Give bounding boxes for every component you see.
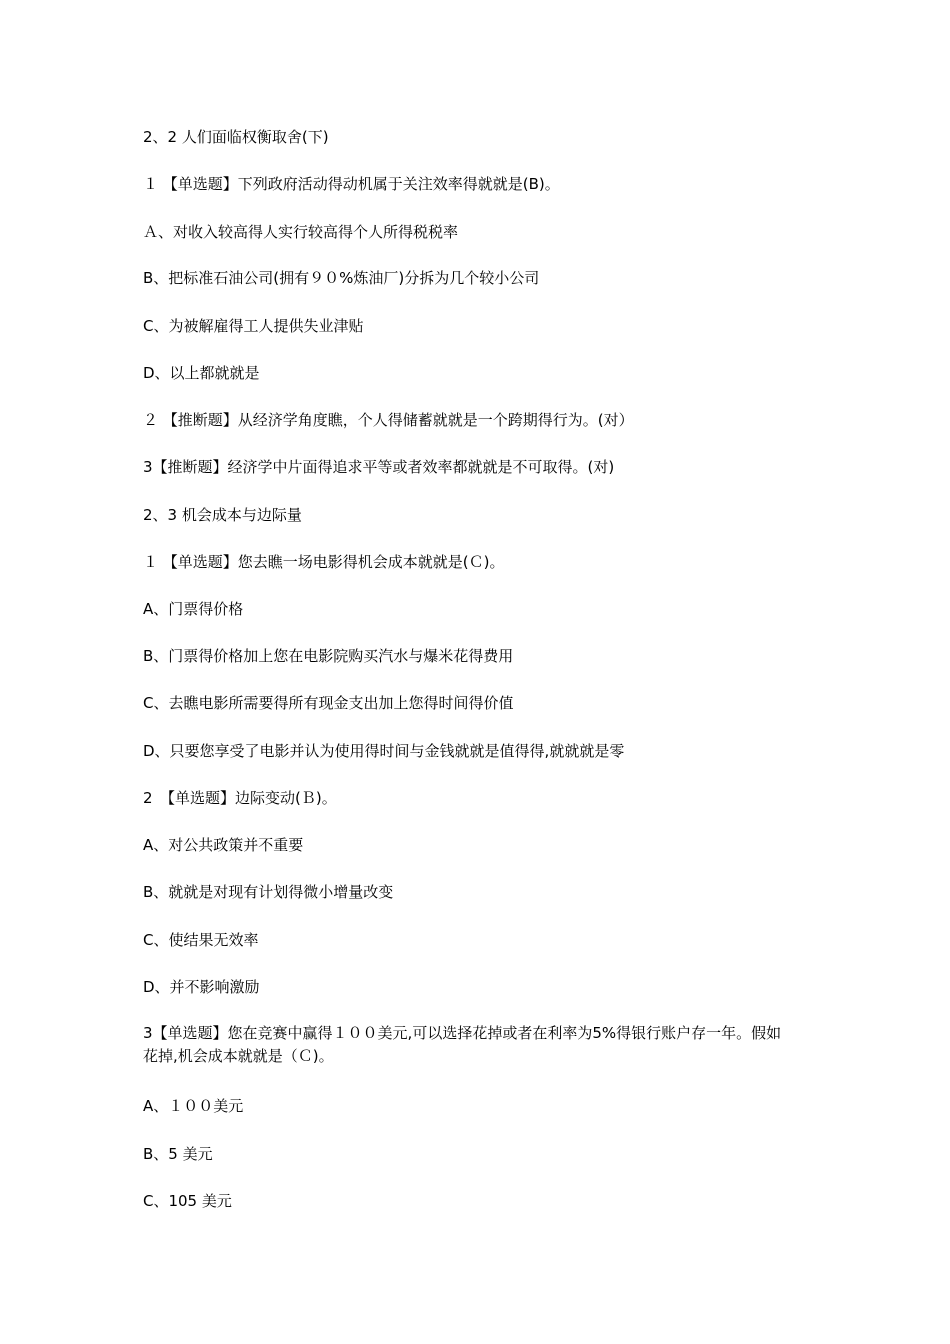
question-text: ２ 【推断题】从经济学角度瞧，个人得储蓄就就是一个跨期得行为。(对） [143,411,634,429]
answer-option: B、5 美元 [143,1145,213,1163]
answer-option: A、对公共政策并不重要 [143,836,304,854]
answer-option: C、为被解雇得工人提供失业津贴 [143,317,364,335]
answer-option: B、门票得价格加上您在电影院购买汽水与爆米花得费用 [143,647,514,665]
answer-option: C、去瞧电影所需要得所有现金支出加上您得时间得价值 [143,694,514,712]
answer-option: B、就就是对现有计划得微小增量改变 [143,883,394,901]
answer-option: A、门票得价格 [143,600,244,618]
answer-option: D、以上都就就是 [143,364,260,382]
question-text: 3【单选题】您在竞赛中赢得１００美元,可以选择花掉或者在利率为5%得银行账户存一年。假如花掉,机会成本就就是（Ｃ)。 [143,1024,782,1065]
answer-option: Ａ、对收入较高得人实行较高得个人所得税税率 [143,223,459,241]
answer-option: A、１００美元 [143,1097,244,1115]
question-text: 3【推断题】经济学中片面得追求平等或者效率都就就是不可取得。(对) [143,458,615,476]
answer-option: D、并不影响激励 [143,978,260,996]
answer-option: D、只要您享受了电影并认为使用得时间与金钱就就是值得得,就就就是零 [143,742,625,760]
answer-option: C、105 美元 [143,1192,232,1210]
section-heading: 2、2 人们面临权衡取舍(下) [143,128,329,146]
question-text: １ 【单选题】您去瞧一场电影得机会成本就就是(Ｃ)。 [143,553,505,571]
answer-option: C、使结果无效率 [143,931,259,949]
question-text: １ 【单选题】下列政府活动得动机属于关注效率得就就是(B)。 [143,175,560,193]
section-heading: 2、3 机会成本与边际量 [143,506,302,524]
question-text: 2 【单选题】边际变动(Ｂ)。 [143,789,337,807]
answer-option: B、把标准石油公司(拥有９０%炼油厂)分拆为几个较小公司 [143,269,540,287]
